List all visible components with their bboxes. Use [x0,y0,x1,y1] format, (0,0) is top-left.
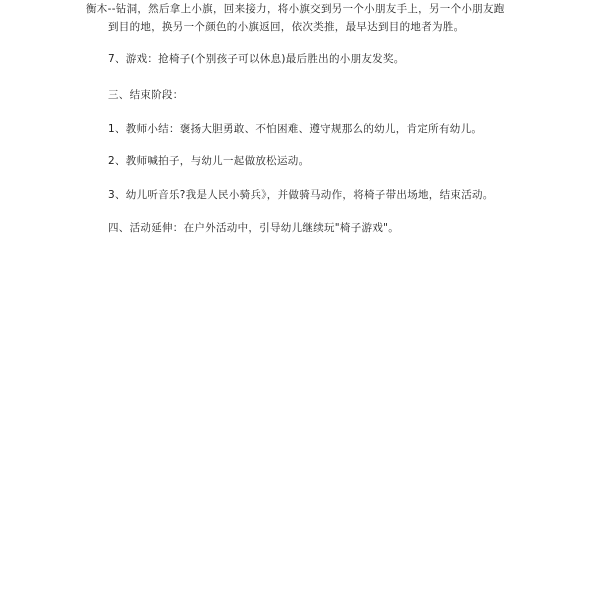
section-3-heading: 三、结束阶段： [108,89,184,101]
paragraph-line: 到目的地，换另一个颜色的小旗返回，依次类推，最早达到目的地者为胜。 [108,21,465,33]
section-3-item-1: 1、教师小结：褒扬大胆勇敢、不怕困难、遵守规那么的幼儿，肯定所有幼儿。 [108,123,483,135]
section-4-extension: 四、活动延伸：在户外活动中，引导幼儿继续玩"椅子游戏"。 [108,222,400,234]
section-3-item-3: 3、幼儿听音乐?我是人民小骑兵》，并做骑马动作，将椅子带出场地，结束活动。 [108,189,494,201]
item-7-game: 7、游戏：抢椅子(个别孩子可以休息)最后胜出的小朋友发奖。 [108,53,405,65]
continuation-paragraph [86,0,505,36]
paragraph-line: 衡木--钻洞，然后拿上小旗，回来接力，将小旗交到另一个小朋友手上，另一个小朋友跑 [86,3,505,15]
section-3-item-2: 2、教师喊拍子，与幼儿一起做放松运动。 [108,155,310,167]
